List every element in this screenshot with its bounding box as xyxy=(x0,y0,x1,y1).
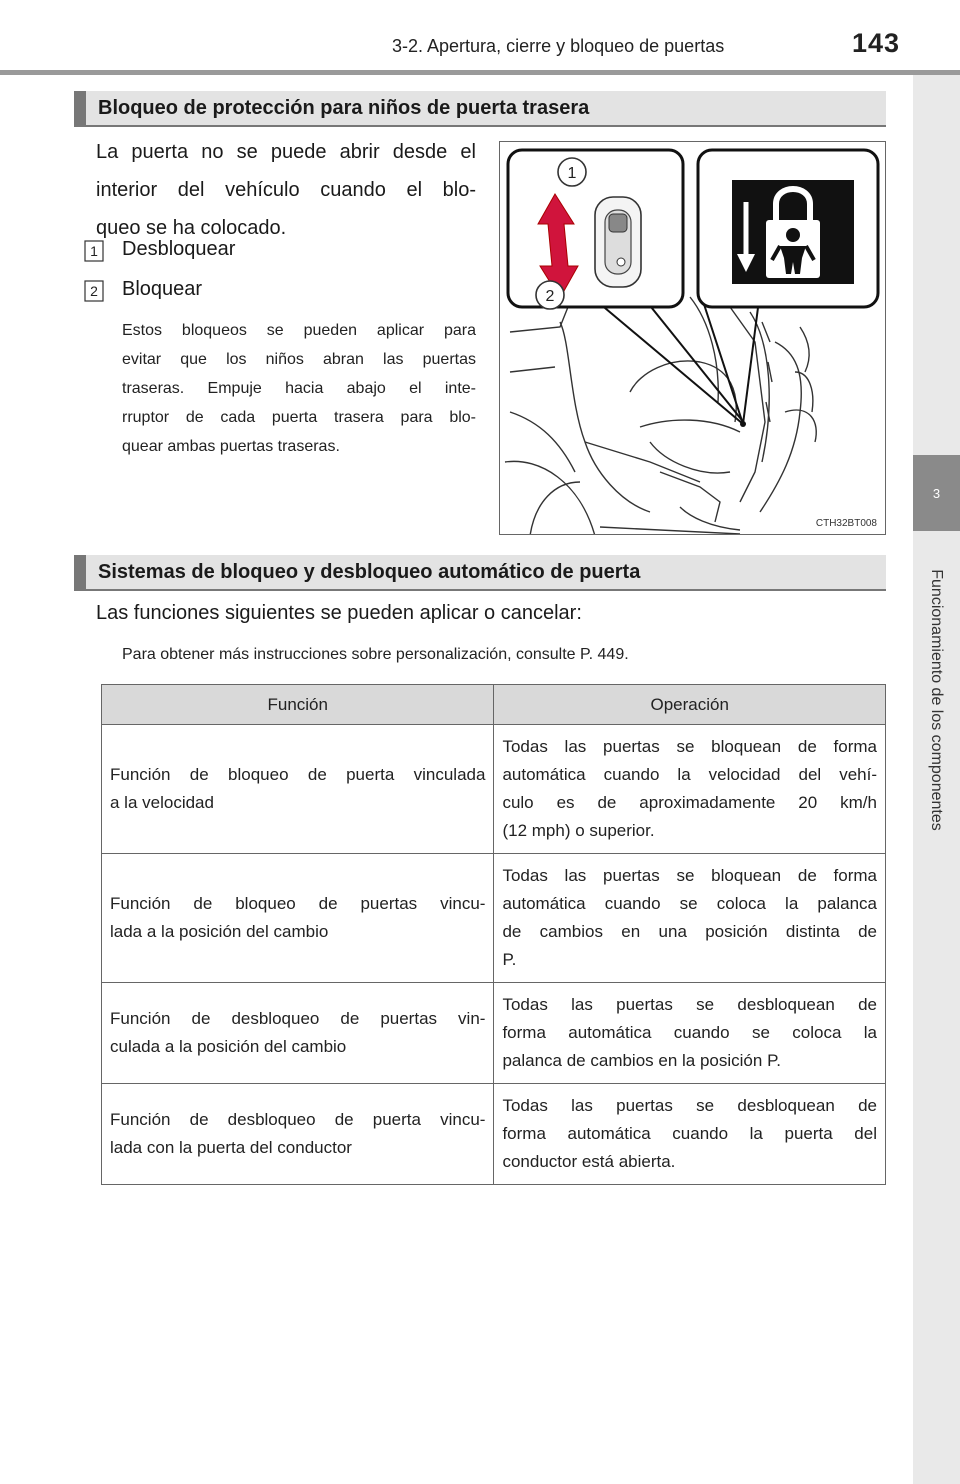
cell-line: culada a la posición del cambio xyxy=(110,1037,347,1056)
section-heading-auto-lock xyxy=(74,555,886,591)
item-label-lock: Bloquear xyxy=(122,278,203,300)
chapter-number-tab: 3 xyxy=(913,455,960,531)
note-line: evitar que los niños abran las puertas xyxy=(122,351,476,368)
table-row xyxy=(102,725,886,854)
auto-lock-functions-table xyxy=(101,684,886,1185)
cell-line: automática cuando la velocidad del vehí- xyxy=(502,765,877,784)
function-cell xyxy=(102,1084,494,1185)
cell-line: Función de desbloqueo de puertas vin- xyxy=(110,1009,486,1028)
cell-line: forma automática cuando la puerta del xyxy=(502,1124,877,1143)
note-line: Estos bloqueos se pueden aplicar para xyxy=(122,322,476,339)
item-number-1 xyxy=(84,240,104,262)
cell-line: Todas las puertas se desbloquean de xyxy=(502,995,877,1014)
cell-line: lada con la puerta del conductor xyxy=(110,1138,352,1157)
item-number-2 xyxy=(84,280,104,302)
cell-line: (12 mph) o superior. xyxy=(502,821,655,840)
chapter-title-vertical: Funcionamiento de los componentes xyxy=(928,569,945,831)
callout-2: 2 xyxy=(545,288,555,305)
cell-line: forma automática cuando se coloca la xyxy=(502,1023,877,1042)
operation-cell xyxy=(494,1084,886,1185)
item-label-unlock: Desbloquear xyxy=(122,238,236,260)
operation-cell xyxy=(494,854,886,983)
note-line: traseras. Empuje hacia abajo el inte- xyxy=(122,380,476,397)
column-header-operation: Operación xyxy=(494,685,886,725)
intro-line: queo se ha colocado. xyxy=(96,217,287,239)
figure-code: CTH32BT008 xyxy=(815,518,877,529)
cell-line: palanca de cambios en la posición P. xyxy=(502,1051,781,1070)
page-number: 143 xyxy=(852,28,901,58)
callout-1: 1 xyxy=(567,165,577,182)
cell-line: Función de desbloqueo de puerta vincu- xyxy=(110,1110,486,1129)
door-illustration xyxy=(500,142,886,535)
item-number-text: 1 xyxy=(90,243,98,259)
running-header-section: 3-2. Apertura, cierre y bloqueo de puertas xyxy=(392,36,725,56)
cell-line: de cambios en una posición distinta de xyxy=(502,922,877,941)
operation-cell xyxy=(494,725,886,854)
table-header-row xyxy=(102,685,886,725)
note-line: rruptor de cada puerta trasera para blo- xyxy=(122,409,476,426)
table-row xyxy=(102,983,886,1084)
cell-line: Todas las puertas se desbloquean de xyxy=(502,1096,877,1115)
section-title: Sistemas de bloqueo y desbloqueo automático de puerta xyxy=(98,561,641,583)
auto-lock-note: Para obtener más instrucciones sobre personalización, consulte P. 449. xyxy=(122,646,629,663)
auto-lock-intro: Las funciones siguientes se pueden aplicar o cancelar: xyxy=(96,602,582,624)
function-cell xyxy=(102,983,494,1084)
cell-line: culo es de aproximadamente 20 km/h xyxy=(502,793,877,812)
table-row xyxy=(102,1084,886,1185)
operation-cell xyxy=(494,983,886,1084)
cell-line: automática cuando se coloca la palanca xyxy=(502,894,877,913)
table-row xyxy=(102,854,886,983)
cell-line: P. xyxy=(502,950,517,969)
cell-line: Función de bloqueo de puerta vinculada xyxy=(110,765,486,784)
cell-line: Función de bloqueo de puertas vincu- xyxy=(110,894,486,913)
cell-line: Todas las puertas se bloquean de forma xyxy=(502,866,877,885)
note-line: quear ambas puertas traseras. xyxy=(122,438,340,455)
child-lock-note xyxy=(122,316,476,461)
intro-line: La puerta no se puede abrir desde el xyxy=(96,141,476,163)
header-rule xyxy=(0,70,960,75)
cell-line: conductor está abierta. xyxy=(502,1152,676,1171)
section-heading-child-lock xyxy=(74,91,886,127)
intro-line: interior del vehículo cuando el blo- xyxy=(96,179,476,201)
section-title: Bloqueo de protección para niños de puerta trasera xyxy=(98,97,590,119)
item-number-text: 2 xyxy=(90,283,98,299)
function-cell xyxy=(102,854,494,983)
cell-line: Todas las puertas se bloquean de forma xyxy=(502,737,877,756)
cell-line: a la velocidad xyxy=(110,793,214,812)
column-header-function: Función xyxy=(102,685,494,725)
intro-paragraph xyxy=(96,133,476,247)
function-cell xyxy=(102,725,494,854)
child-lock-illustration xyxy=(499,141,886,535)
cell-line: lada a la posición del cambio xyxy=(110,922,329,941)
